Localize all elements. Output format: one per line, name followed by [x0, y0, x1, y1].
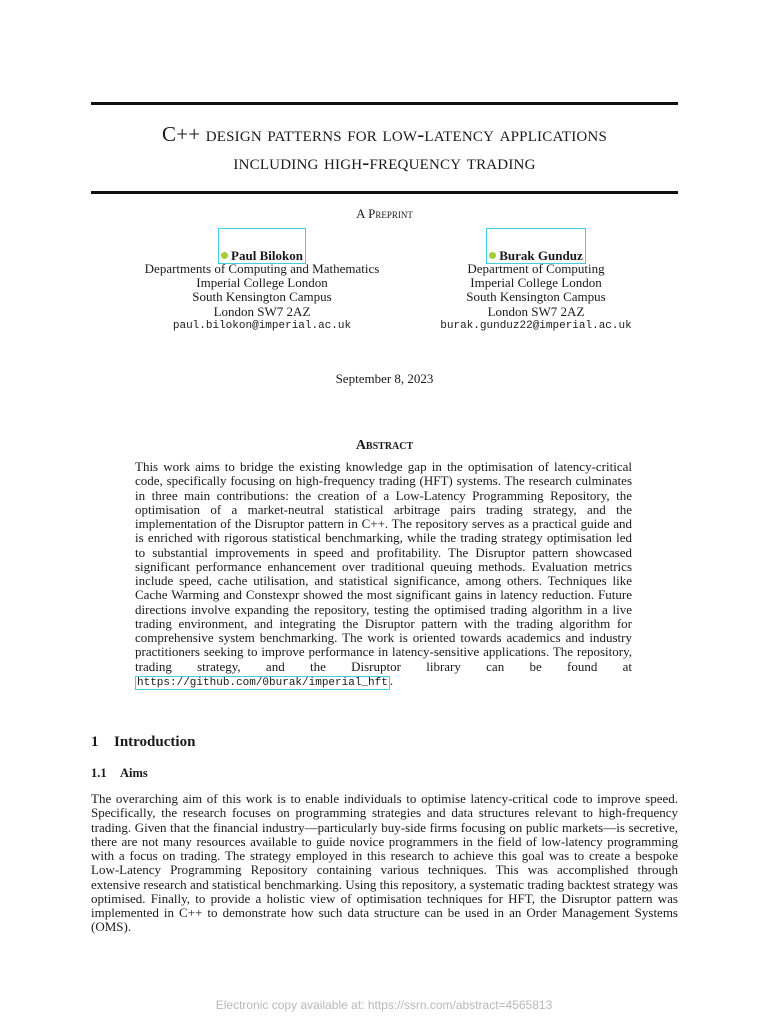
- affiliation-line: Department of Computing: [467, 261, 605, 276]
- section-title: Introduction: [114, 734, 196, 750]
- abstract-body: This work aims to bridge the existing knowledge gap in the optimisation of latency-critical code, specifically focusing on high-frequency trading (HFT) systems. The research culminates in three main contributions: the creation of a Low-Latency Programming Repository, the optimisation of a market-neutral statistical arbitrage pairs trading strategy, and the implementation of the Disruptor pattern in C++. The repository serves as a practical guide and is enriched with rigorous statistical benchmarking, while the trading strategy optimisation led to substantial improvements in speed and profitability. The Disruptor pattern showcased significant performance enhancement over traditional queuing methods. Evaluation metrics include speed, cache utilisation, and statistical significance, among others. Techniques like Cache Warming and Constexpr showed the most significant gains in latency reduction. Future directions involve expanding the repository, testing the optimised trading algorithm in a live trading environment, and integrating the Disruptor pattern with the trading algorithm for comprehensive system benchmarking. The work is oriented towards academics and industry practitioners seeking to improve performance in latency-sensitive applications. The repository, trading strategy, and the Disruptor library can be found at: [135, 459, 632, 674]
- paper-title-line-2: including high-frequency trading: [233, 150, 536, 174]
- affiliation-line: South Kensington Campus: [192, 289, 332, 305]
- section-heading: [91, 734, 195, 751]
- abstract-text: [135, 460, 632, 690]
- bottom-rule: [91, 191, 678, 194]
- author-email: burak.gunduz22@imperial.ac.uk: [440, 319, 632, 332]
- affiliation-line: Imperial College London: [470, 275, 602, 291]
- affiliation-line: Imperial College London: [196, 275, 328, 291]
- author-name: Burak Gunduz: [499, 248, 583, 263]
- subsection-title: Aims: [120, 766, 148, 780]
- author-email: paul.bilokon@imperial.ac.uk: [172, 319, 352, 332]
- top-rule: [91, 102, 678, 105]
- affiliation-line: London SW7 2AZ: [213, 303, 311, 319]
- paper-title-line-1: C++ design patterns for low-latency applications: [161, 122, 607, 146]
- ssrn-footer: Electronic copy available at: https://ssrn.com/abstract=4565813: [215, 998, 553, 1012]
- orcid-icon[interactable]: [489, 252, 496, 259]
- author-block-1: [112, 228, 412, 333]
- author-link-2[interactable]: [486, 228, 585, 264]
- section-number: 1: [91, 734, 99, 750]
- affiliation-line: Departments of Computing and Mathematics: [144, 261, 380, 276]
- publication-date: September 8, 2023: [335, 371, 434, 386]
- subsection-number: 1.1: [91, 766, 107, 780]
- affiliation-line: South Kensington Campus: [466, 289, 606, 305]
- preprint-label: A Preprint: [356, 206, 413, 221]
- body-paragraph: The overarching aim of this work is to enable individuals to optimise latency-critical code to improve speed. Specifically, the research focuses on programming strategies and data structures relevant to high-frequency trading. Given that the financial industry—particularly buy-side firms focusing on public markets—is secretive, there are not many resources available to guide novice programmers in the field of low-latency programming with a focus on trading. The strategy employed in this research to achieve this goal was to create a bespoke Low-Latency Programming Repository containing various techniques. This was accomplished through extensive research and statistical benchmarking. Using this repository, a systematic trading backtest strategy was optimised. Finally, to provide a holistic view of optimisation techniques for HFT, the Disruptor pattern was implemented in C++ to demonstrate how such data structure can be used in an Order Management Systems (OMS).: [91, 791, 678, 935]
- author-name: Paul Bilokon: [231, 248, 303, 263]
- author-link-1[interactable]: [218, 228, 306, 264]
- abstract-heading: Abstract: [355, 438, 414, 453]
- github-link[interactable]: https://github.com/0burak/imperial_hft: [137, 676, 388, 689]
- orcid-icon[interactable]: [221, 252, 228, 259]
- author-block-2: [386, 228, 686, 333]
- subsection-heading: [91, 766, 148, 781]
- affiliation-line: London SW7 2AZ: [487, 303, 585, 319]
- abstract-end: .: [389, 672, 394, 688]
